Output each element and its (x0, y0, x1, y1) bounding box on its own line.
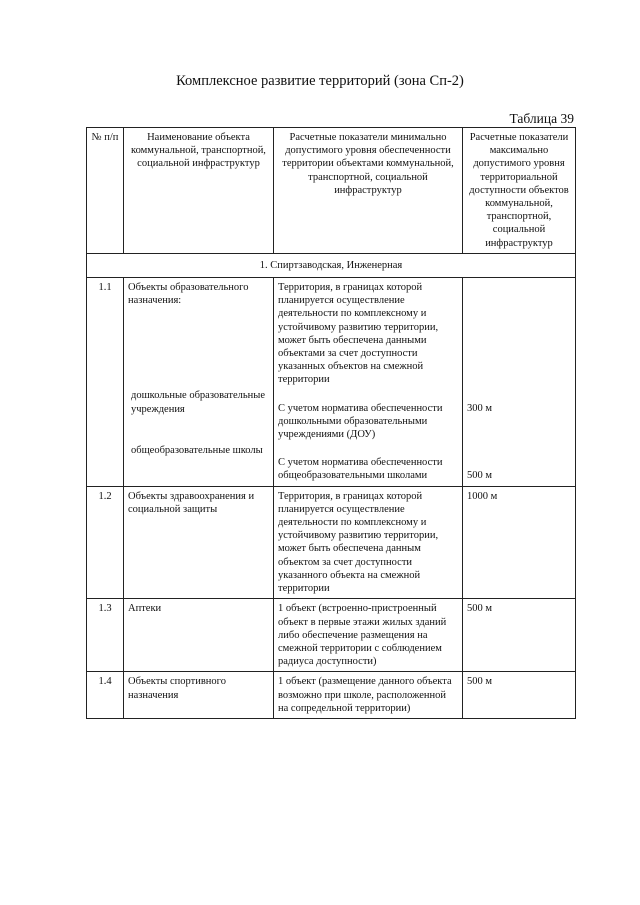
row-num: 1.2 (87, 486, 124, 599)
row-num: 1.3 (87, 599, 124, 672)
sub-max: 500 м (467, 470, 493, 482)
table-row (87, 672, 576, 719)
row-max-cell (463, 278, 576, 487)
row-name: Аптеки (124, 599, 274, 672)
row-min: Территория, в границах которой планируется осуществление деятельности по комплексному и устойчивому развитию территории, может быть обеспечена данными объектами за счет доступности указанных объектов на смежной территории (278, 282, 439, 386)
row-min: 1 объект (размещение данного объекта возможно при школе, расположенной на сопредельной территории) (274, 672, 463, 719)
table-row (87, 278, 576, 487)
row-min-cell (274, 278, 463, 487)
sub-min: С учетом норматива обеспеченности дошкольными образовательными учреждениями (ДОУ) (278, 402, 443, 441)
sub-min: С учетом норматива обеспеченности общеобразовательными школами (278, 457, 443, 482)
table-row (87, 486, 576, 599)
header-num: № п/п (87, 128, 124, 254)
header-name: Наименование объекта коммунальной, транспортной, социальной инфраструктур (124, 128, 274, 254)
header-row (87, 128, 576, 254)
row-name: Объекты образовательного назначения: (128, 282, 249, 307)
sub-name: общеобразовательные школы (131, 444, 263, 456)
row-num: 1.4 (87, 672, 124, 719)
sub-max: 300 м (467, 403, 493, 415)
header-max: Расчетные показатели максимально допустимого уровня территориальной доступности объектов коммунальной, транспортной, социальной инфраструктур (463, 128, 576, 254)
section-row (87, 253, 576, 277)
row-name: Объекты здравоохранения и социальной защиты (124, 486, 274, 599)
header-min: Расчетные показатели минимально допустимого уровня обеспеченности территории объектами коммунальной, транспортной, социальной инфраструктур (274, 128, 463, 254)
row-max: 500 м (463, 672, 576, 719)
row-name: Объекты спортивного назначения (124, 672, 274, 719)
table-number: Таблица 39 (509, 111, 574, 126)
row-name-cell (124, 278, 274, 487)
row-min: Территория, в границах которой планируется осуществление деятельности по комплексному и устойчивому развитию территории, может быть обеспечена данным объектом за счет доступности указанного объекта на смежной территории (274, 486, 463, 599)
table-row (87, 599, 576, 672)
document-title: Комплексное развитие территорий (зона Сп-2) (176, 73, 464, 89)
indicators-table (86, 127, 576, 719)
row-min: 1 объект (встроенно-пристроенный объект в первые этажи жилых зданий либо обеспечение размещения на смежной территории с соблюдением радиуса доступности) (274, 599, 463, 672)
section-title: 1. Спиртзаводская, Инженерная (87, 253, 576, 277)
row-max: 500 м (463, 599, 576, 672)
sub-name: дошкольные образовательные учреждения (131, 390, 266, 415)
row-max: 1000 м (463, 486, 576, 599)
row-num: 1.1 (87, 278, 124, 487)
